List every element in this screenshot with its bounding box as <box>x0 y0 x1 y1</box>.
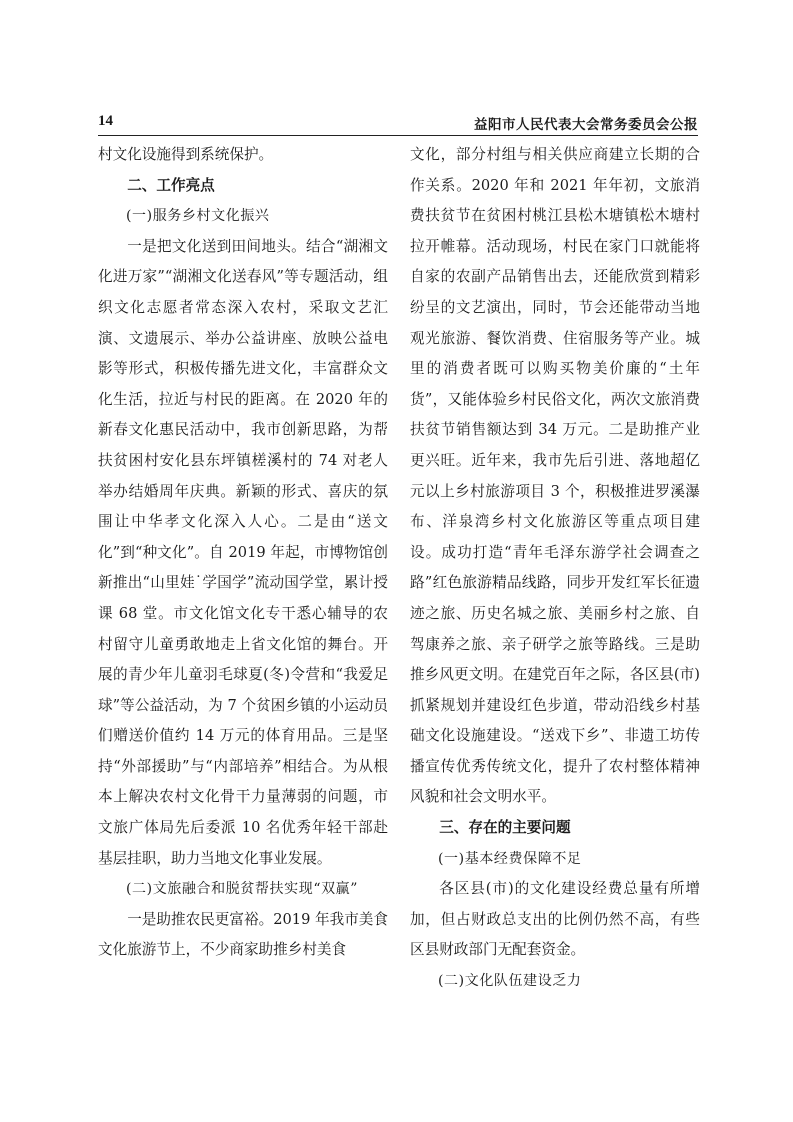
paragraph: 各区县(市)的文化建设经费总量有所增加，但占财政总支出的比例仍然不高，有些区县财政部门无配套资金。 <box>410 880 700 959</box>
paragraph: 文化，部分村组与相关供应商建立长期的合作关系。2020 年和 2021 年年初，文旅消费扶贫节在贫困村桃江县松木塘镇松木塘村拉开帷幕。活动现场，村民在家门口就能将自家的农副产品销售出去，还能欣赏到精彩纷呈的文艺演出，同时，节会还能带动当地观光旅游、餐饮消费、住宿服务等产业。城里的消费者既可以购买物美价廉的“土年货”，又能体验乡村民俗文化，两次文旅消费扶贫节销售额达到 34 万元。二是助推产业更兴旺。近年来，我市先后引进、落地超亿元以上乡村旅游项目 3 个，积极推进罗溪瀑布、洋泉湾乡村文化旅游区等重点项目建设。成功打造“青年毛泽东游学社会调查之路”红色旅游精品线路，同步开发红军长征遗迹之旅、历史名城之旅、美丽乡村之旅、自驾康养之旅、亲子研学之旅等路线。三是助推乡风更文明。在建党百年之际，各区县(市)抓紧规划并建设红色步道，带动沿线乡村基础文化设施建设。“送戏下乡”、非遗工坊传播宣传优秀传统文化，提升了农村整体精神风貌和社会文明水平。 <box>410 146 700 806</box>
section-heading: 二、工作亮点 <box>127 176 215 194</box>
paragraph: 一是把文化送到田间地头。结合“湖湘文化进万家”“湖湘文化送春风”等专题活动，组织文化志愿者常态深入农村，采取文艺汇演、文遗展示、举办公益讲座、放映公益电影等形式，积极传播先进文化，丰富群众文化生活，拉近与村民的距离。在 2020 年的新春文化惠民活动中，我市创新思路，为帮扶贫困村安化县东坪镇槎溪村的 74 对老人举办结婚周年庆典。新颖的形式、喜庆的氛围让中华孝文化深入人心。二是由“送文化”到“种文化”。自 2019 年起，市博物馆创新推出“山里娃˙学国学”流动国学堂，累计授课 68 堂。市文化馆文化专干悉心辅导的农村留守儿童勇敢地走上省文化馆的舞台。开展的青少年儿童羽毛球夏(冬)令营和“我爱足球”等公益活动，为 7 个贫困乡镇的小运动员们赠送价值约 14 万元的体育用品。三是坚持“外部援助”与“内部培养”相结合。为从根本上解决农村文化骨干力量薄弱的问题，市文旅广体局先后委派 10 名优秀年轻干部赴基层挂职，助力当地文化事业发展。 <box>98 237 388 867</box>
subsection-heading: (一)服务乡村文化振兴 <box>126 208 270 225</box>
subsection-heading: (一)基本经费保障不足 <box>438 850 582 867</box>
subsection-heading: (二)文旅融合和脱贫帮扶实现“双赢” <box>126 881 359 898</box>
section-heading: 三、存在的主要问题 <box>439 819 571 837</box>
subsection-heading: (二)文化队伍建设乏力 <box>438 973 582 990</box>
paragraph: 村文化设施得到系统保护。 <box>98 146 274 163</box>
paragraph: 一是助推农民更富裕。2019 年我市美食文化旅游节上，不少商家助推乡村美食 <box>98 910 388 959</box>
left-column <box>98 140 388 966</box>
journal-title: 益阳市人民代表大会常务委员会公报 <box>474 117 698 133</box>
right-column <box>410 140 700 997</box>
page-number: 14 <box>98 113 113 129</box>
header-rule <box>98 135 698 136</box>
page-header <box>98 113 698 137</box>
